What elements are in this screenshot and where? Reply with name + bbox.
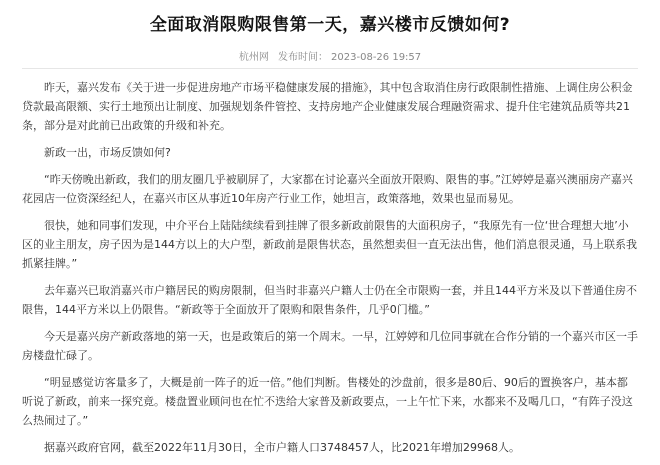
paragraph: 新政一出，市场反馈如何? bbox=[44, 146, 171, 159]
published-time: 2023-08-26 19:57 bbox=[331, 52, 422, 63]
article-body bbox=[22, 78, 638, 465]
paragraph: “明显感觉访客量多了，大概是前一阵子的近一倍。”他们判断。售楼处的沙盘前，很多是80后、90后的置换客户，基本都听说了新政，前来一探究竟。楼盘置业顾问也在忙不迭给大家普及新政要点，一上午忙下来，水都来不及喝几口，“有阵子没这么热闹过了。” bbox=[22, 376, 633, 427]
article-meta bbox=[0, 48, 660, 63]
paragraph: 今天是嘉兴房产新政落地的第一天，也是政策后的第一个周末。一早，江婷婷和几位同事就在合作分销的一个嘉兴市区一手房楼盘忙碌了。 bbox=[22, 330, 638, 362]
article-title: 全面取消限购限售第一天，嘉兴楼市反馈如何? bbox=[149, 15, 511, 35]
paragraph: “昨天傍晚出新政，我们的朋友圈几乎被刷屏了，大家都在讨论嘉兴全面放开限购、限售的事。”江婷婷是嘉兴澳丽房产嘉兴花园店一位资深经纪人，在嘉兴市区从事近10年房产行业工作，她坦言，政策落地，效果也显而易见。 bbox=[22, 173, 633, 205]
paragraph: 很快，她和同事们发现，中介平台上陆陆续续看到挂牌了很多新政前限售的大面积房子，“我原先有一位‘世合理想大地’小区的业主朋友，房子因为是144方以上的大户型，新政前是限售状态，虽然想卖但一直无法出售，他们消息很灵通，马上联系我抓紧挂牌。” bbox=[22, 219, 637, 270]
paragraph: 昨天，嘉兴发布《关于进一步促进房地产市场平稳健康发展的措施》，其中包含取消住房行政限制性措施、上调住房公积金贷款最高限额、实行土地预出让制度、加强规划条件管控、支持房地产企业健康发展合理融资需求、提升住宅建筑品质等共21条，部分是对此前已出政策的升级和补充。 bbox=[22, 81, 633, 132]
published-label: 发布时间： bbox=[278, 52, 329, 63]
paragraph: 据嘉兴政府官网，截至2022年11月30日，全市户籍人口3748457人，比2021年增加29968人。 bbox=[44, 441, 520, 454]
header-divider bbox=[22, 68, 638, 69]
paragraph: 去年嘉兴已取消嘉兴市户籍居民的购房限制，但当时非嘉兴户籍人士仍在全市限购一套，并且144平方米及以下普通住房不限售，144平方米以上仍限售。“新政等于全面放开了限购和限售条件，几乎0门槛。” bbox=[22, 284, 637, 316]
article-source: 杭州网 bbox=[238, 52, 269, 63]
